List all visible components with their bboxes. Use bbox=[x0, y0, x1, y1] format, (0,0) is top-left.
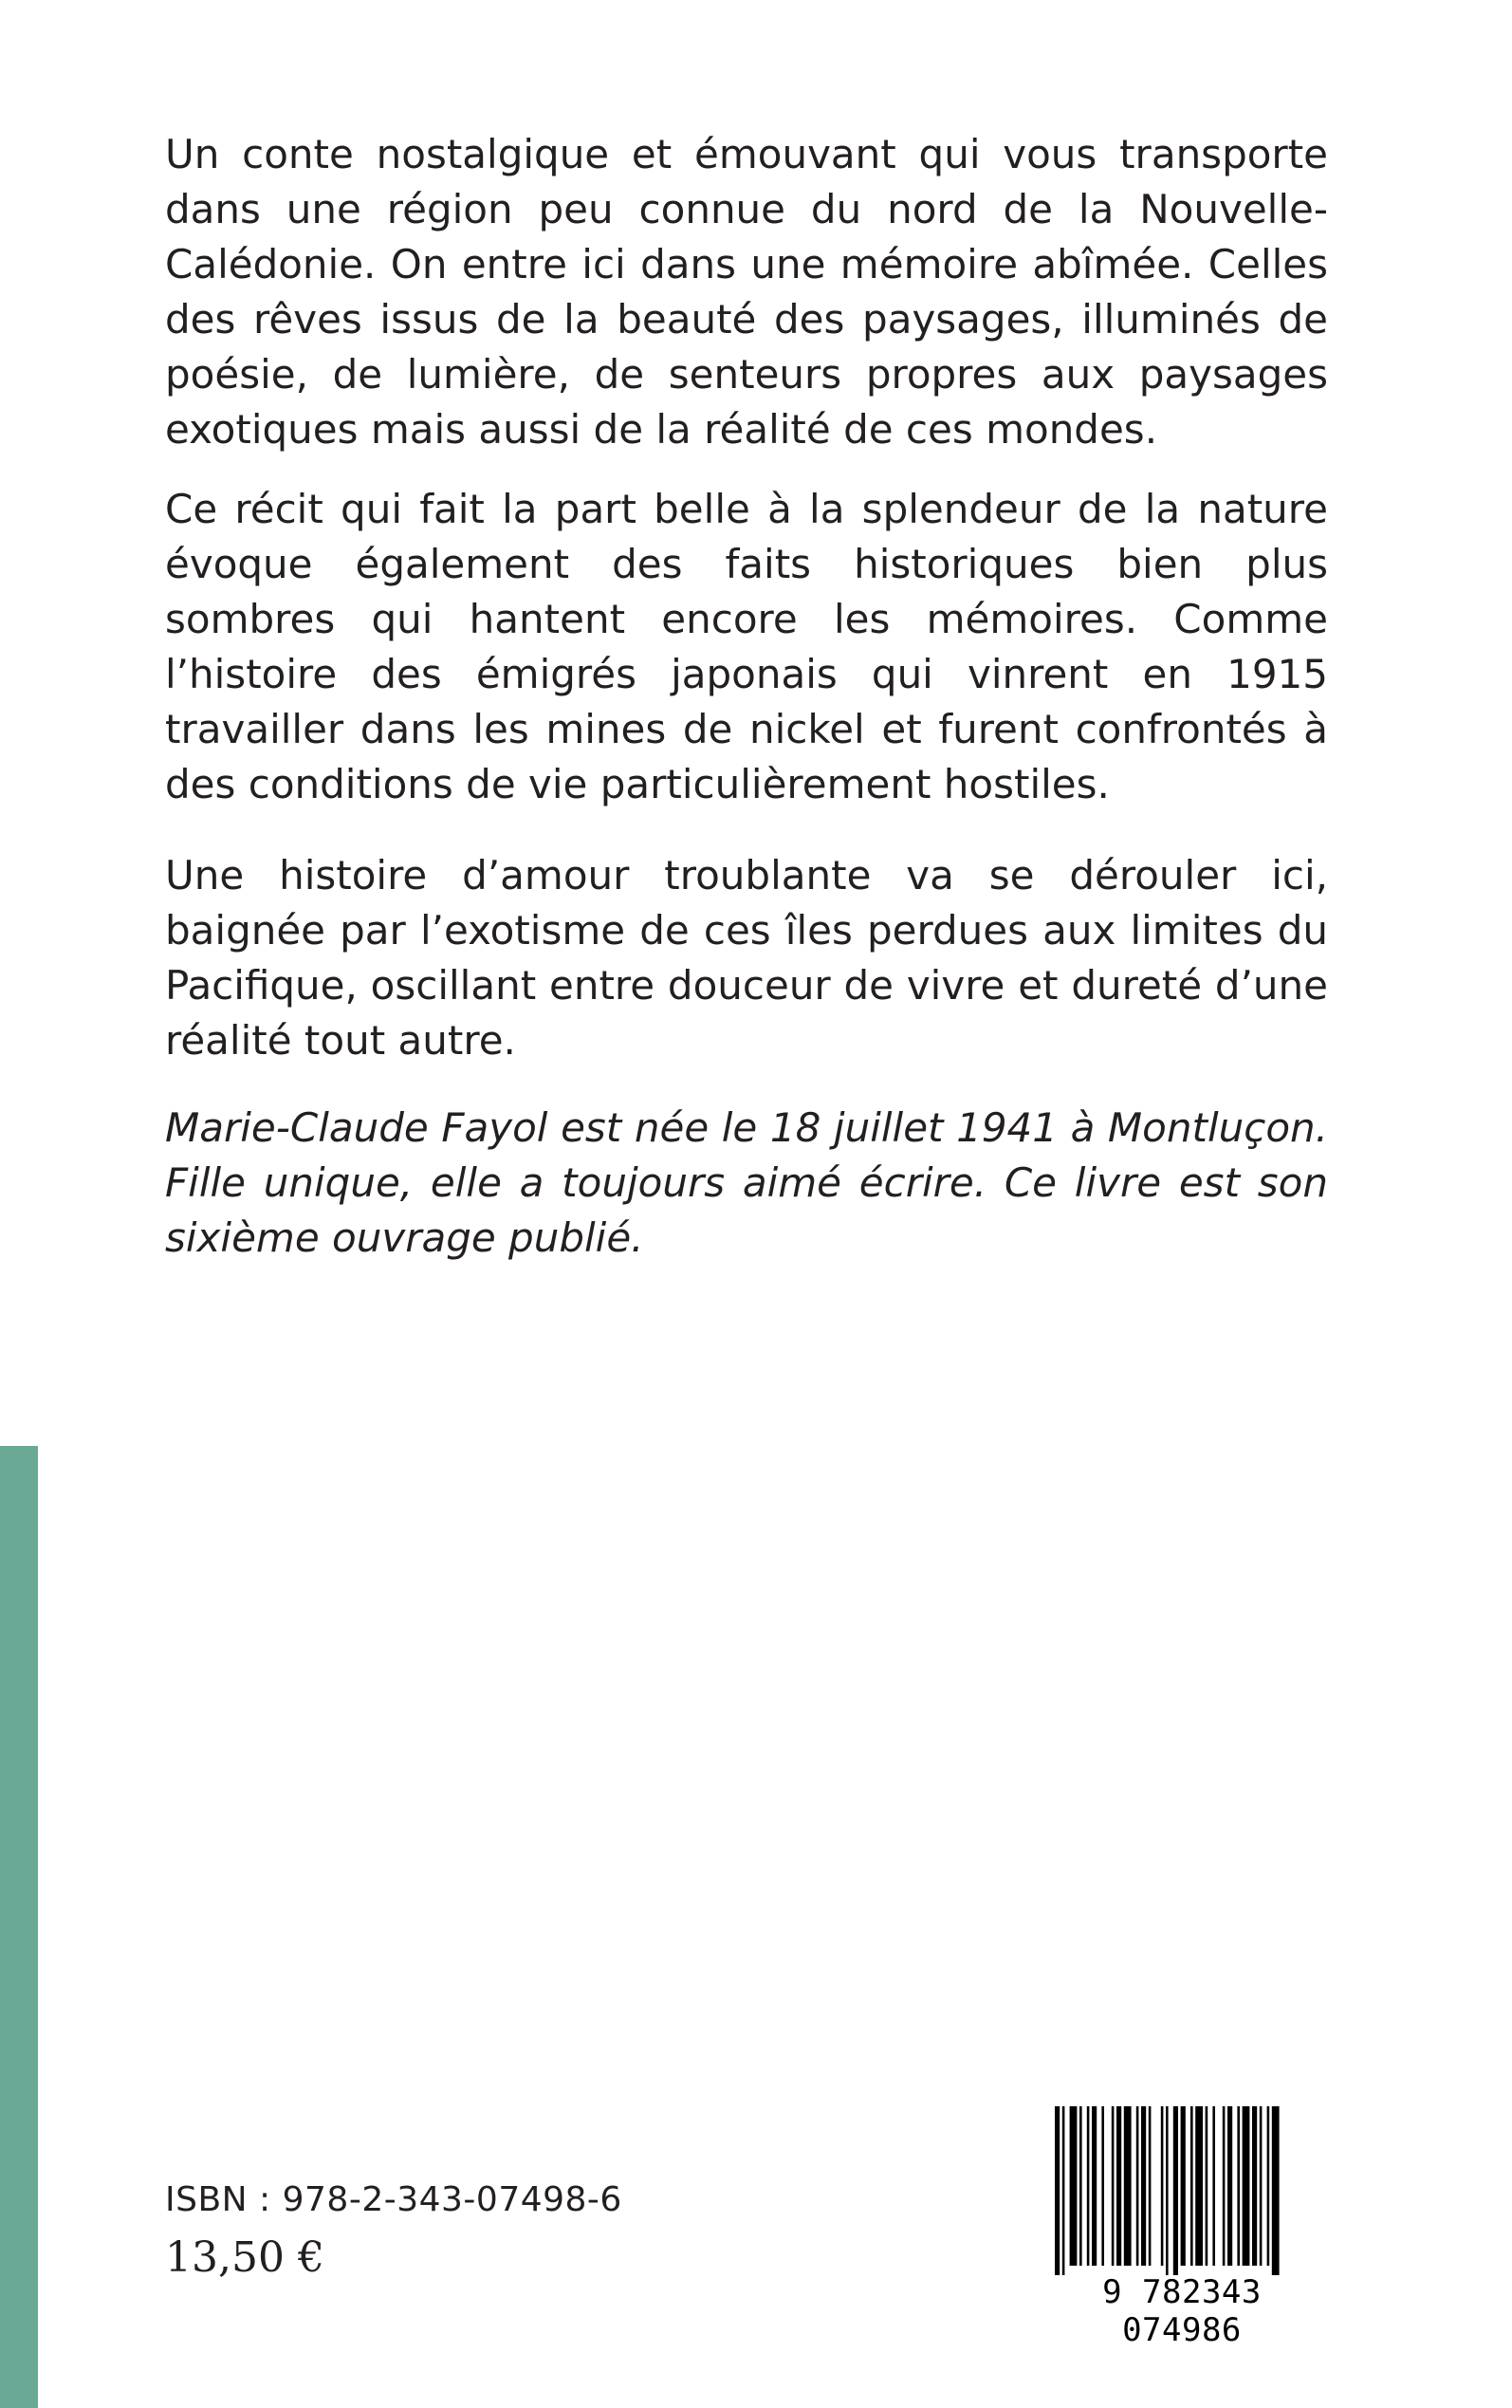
barcode-bar bbox=[1237, 2106, 1240, 2266]
barcode-bar bbox=[1272, 2106, 1280, 2275]
barcode-bar bbox=[1087, 2106, 1090, 2266]
green-side-band bbox=[0, 1446, 38, 2408]
author-bio bbox=[165, 1101, 1328, 1266]
barcode-bar bbox=[1252, 2106, 1257, 2266]
barcode-bar bbox=[1181, 2106, 1186, 2266]
blurb-paragraph-3: Une histoire d’amour troublante va se dérouler ici, baignée par l’exotisme de ces îles perdues aux limites du Pacifique, oscillant entre douceur de vivre et dureté d’une réalité tout autre. bbox=[165, 852, 1328, 1064]
barcode-bar bbox=[1190, 2106, 1193, 2266]
barcode-digits: 9 782343 074986 bbox=[1102, 2273, 1262, 2349]
barcode-bar bbox=[1223, 2106, 1226, 2266]
barcode-bar bbox=[1195, 2106, 1203, 2266]
barcode-bar bbox=[1124, 2106, 1132, 2266]
price-label: 13,50 € bbox=[165, 2233, 324, 2282]
barcode-bar bbox=[1092, 2106, 1097, 2266]
barcode-bar bbox=[1070, 2106, 1078, 2266]
barcode-bar bbox=[1116, 2106, 1121, 2266]
barcode-bar bbox=[1136, 2106, 1139, 2266]
barcode-bar bbox=[1173, 2106, 1178, 2275]
author-name: Marie-Claude Fayol bbox=[165, 1104, 548, 1151]
barcode-bar bbox=[1101, 2106, 1104, 2266]
author-bio-text: est née le 18 juillet 1941 à Montluçon. Fille unique, elle a toujours aimé écrire. Ce livre est son sixième ouvrage publié. bbox=[165, 1104, 1328, 1261]
barcode-bar bbox=[1079, 2106, 1082, 2266]
barcode-bar bbox=[1166, 2106, 1169, 2275]
barcode-bar bbox=[1141, 2106, 1146, 2266]
barcode-bar bbox=[1149, 2106, 1152, 2266]
isbn-label: ISBN : 978-2-343-07498-6 bbox=[165, 2180, 622, 2219]
barcode-bar bbox=[1112, 2106, 1115, 2266]
barcode-bars bbox=[1034, 2106, 1330, 2275]
barcode-bar bbox=[1227, 2106, 1232, 2266]
barcode-bar bbox=[1267, 2106, 1270, 2266]
barcode-bar bbox=[1212, 2106, 1215, 2266]
barcode-bar bbox=[1055, 2106, 1060, 2275]
barcode bbox=[1034, 2106, 1330, 2349]
blurb-paragraph-1: Un conte nostalgique et émouvant qui vous transporte dans une région peu connue du nord de la Nouvelle-Calédonie. On entre ici dans une mémoire abîmée. Celles des rêves issus de la beauté des paysages, illuminés de poésie, de lumière, de senteurs propres aux paysages exotiques mais aussi de la réalité de ces mondes. bbox=[165, 131, 1328, 453]
barcode-bar bbox=[1161, 2106, 1164, 2266]
barcode-bar bbox=[1243, 2106, 1250, 2266]
blurb-paragraph-2: Ce récit qui fait la part belle à la splendeur de la nature évoque également des faits historiques bien plus sombres qui hantent encore les mémoires. Comme l’histoire des émigrés japonais qui vinrent en 1915 travailler dans les mines de nickel et furent confrontés à des conditions de vie particulièrement hostiles. bbox=[165, 486, 1328, 807]
barcode-bar bbox=[1260, 2106, 1263, 2266]
barcode-bar bbox=[1062, 2106, 1065, 2275]
barcode-bar bbox=[1206, 2106, 1208, 2266]
